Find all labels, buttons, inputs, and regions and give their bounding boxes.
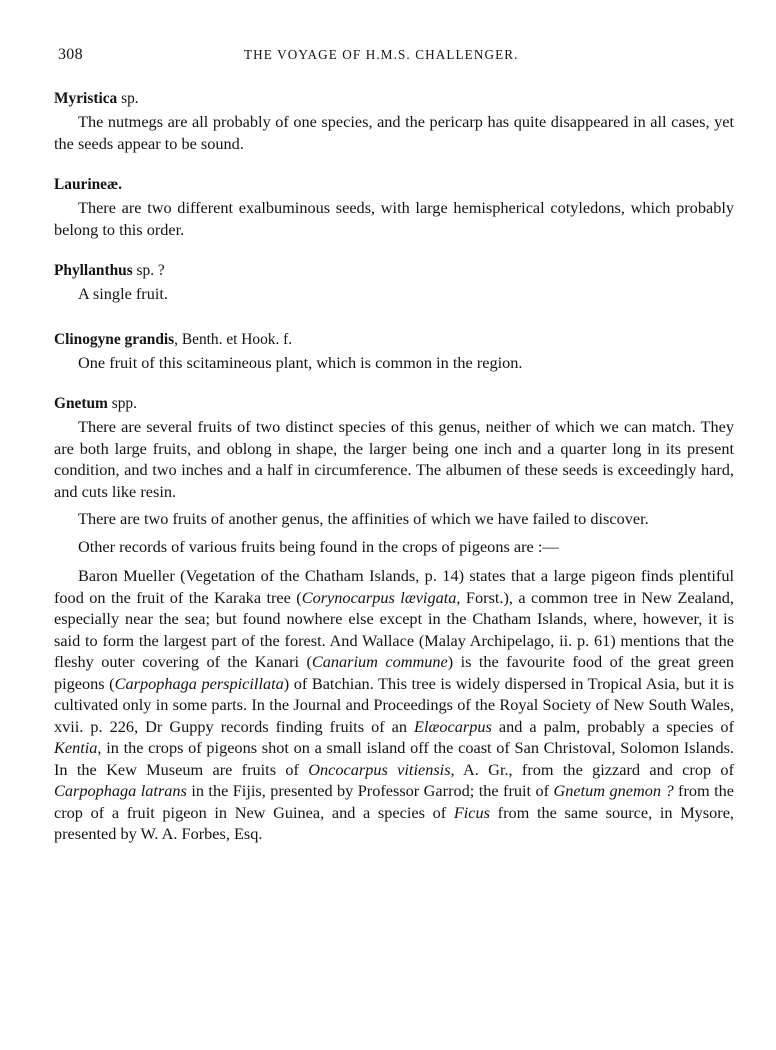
text-run: and a palm, probably a species of (491, 716, 734, 736)
text-run: ) of Batchian. This tree is widely dispersed in Tropical Asia, but it is cultivated only in some parts. In the Journal and Proceedings of the Royal Society of New South Wales, xvii. p. 226, Dr Guppy records finding fruits of an (54, 673, 734, 736)
heading-taxon: Laurineæ. (54, 176, 122, 193)
section-heading (54, 174, 734, 195)
text-run: from the same source, in Mysore, presented by W. A. Forbes, Esq. (54, 802, 735, 843)
text-run: Baron Mueller (Vegetation of the Chatham Islands, p. 14) states that a large pigeon finds plentiful food on the fruit of the Karaka tree ( (54, 566, 734, 607)
heading-taxon: Clinogyne grandis (54, 330, 175, 348)
text-run: Forst.), a common tree in New Zealand, especially near the sea; but found nowhere else except in the Chatham Islands, where, however, it is said to form the largest part of the forest. And Wallace (Malay Archipelago, ii. p. 61) mentions that the fleshy outer covering of the Kanari ( (54, 587, 734, 671)
section-paragraph: One fruit of this scitamineous plant, which is common in the region. (78, 352, 523, 372)
taxon-italic: Carpophaga latrans (54, 781, 187, 800)
taxon-italic: Ficus (453, 802, 490, 822)
heading-qualifier: spp. (107, 395, 137, 412)
heading-taxon: Myristica (54, 90, 118, 107)
section-paragraph: A single fruit. (78, 284, 168, 303)
page-header (58, 46, 730, 70)
running-title: THE VOYAGE OF H.M.S. CHALLENGER. (244, 47, 519, 62)
section-heading (54, 88, 734, 109)
text-run: in the crops of pigeons shot on a small island off the coast of San Christoval, Solomon Islands. In the Kew Museum are fruits of (54, 738, 734, 779)
text-run: ) is the favourite food of the great green pigeons ( (54, 652, 735, 693)
section-gnetum (54, 393, 734, 557)
heading-taxon: Gnetum (54, 395, 108, 412)
pigeon-records-paragraph (54, 565, 734, 845)
section-paragraph: Other records of various fruits being found in the crops of pigeons are :— (78, 536, 559, 556)
heading-qualifier: , Benth. et Hook. f. (174, 330, 293, 348)
section-heading (54, 260, 734, 281)
section-paragraph: The nutmegs are all probably of one species, and the pericarp has quite disappeared in all cases, yet the seeds appear to be sound. (54, 112, 734, 153)
section-paragraph: There are two different exalbuminous seeds, with large hemispherical cotyledons, which probably belong to this order. (54, 198, 734, 239)
section-clinogyne (54, 329, 734, 374)
text-run: A. Gr., from the gizzard and crop of (454, 759, 734, 779)
taxon-italic: Corynocarpus lævigata, (301, 587, 461, 607)
page-number: 308 (58, 46, 83, 63)
taxon-italic: Elæocarpus (414, 716, 492, 736)
taxon-italic: Oncocarpus vitiensis, (308, 759, 455, 779)
heading-taxon: Phyllanthus (54, 262, 133, 279)
section-heading (54, 393, 734, 414)
heading-qualifier: sp. (117, 90, 139, 107)
body-text (54, 88, 734, 845)
section-phyllanthus (54, 260, 734, 305)
section-laurineae (54, 174, 734, 240)
section-paragraph: There are several fruits of two distinct species of this genus, neither of which we can match. They are both large fruits, and oblong in shape, the larger being one inch and a quarter long in its present condition, and two inches and a half in circumference. The albumen of these seeds is exceedingly hard, and cuts like resin. (54, 417, 734, 501)
taxon-italic: Kentia, (54, 738, 102, 757)
section-myristica (54, 88, 734, 154)
taxon-italic: Carpophaga perspicillata (114, 673, 284, 693)
taxon-italic: Gnetum gnemon ? (553, 781, 674, 800)
text-run: from the crop of a fruit pigeon in New Guinea, and a species of (54, 781, 734, 822)
taxon-italic: Canarium commune (311, 652, 448, 671)
section-paragraph: There are two fruits of another genus, the affinities of which we have failed to discover. (78, 509, 649, 528)
section-heading (54, 329, 734, 350)
text-run: in the Fijis, presented by Professor Garrod; the fruit of (186, 781, 554, 800)
heading-qualifier: sp. ? (132, 262, 165, 279)
